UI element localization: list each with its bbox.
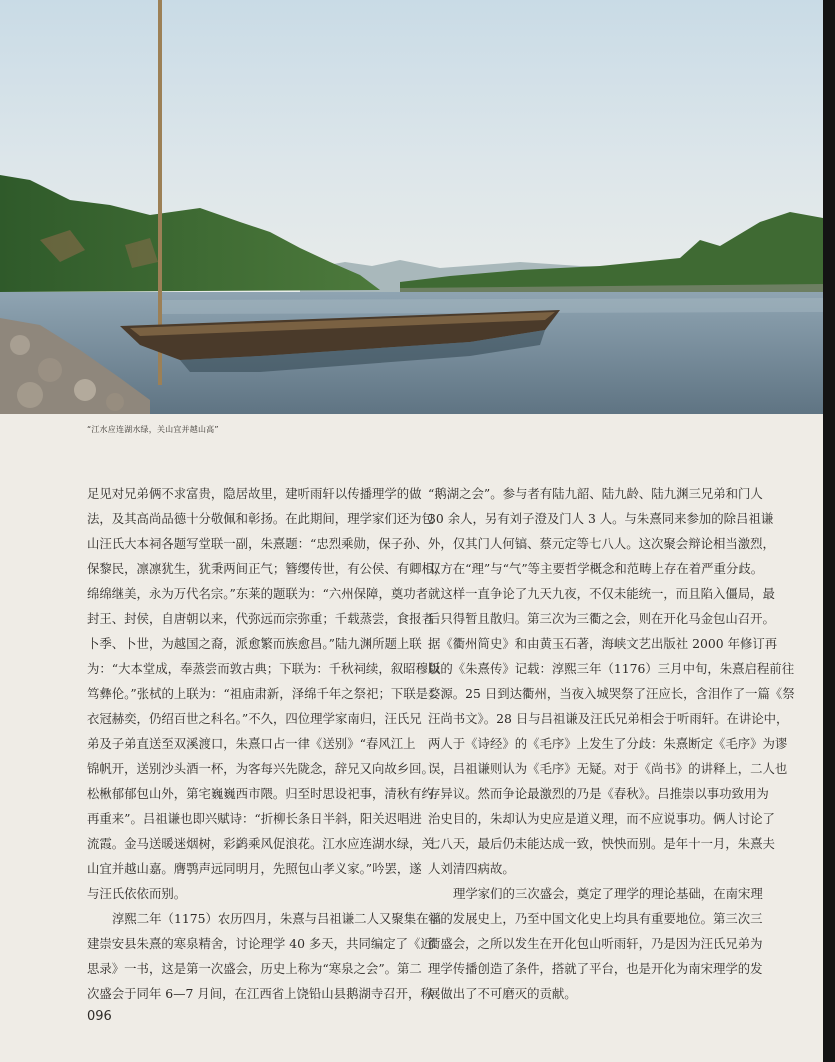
text-line: 与汪氏依依而别。 <box>87 886 187 901</box>
left-text-column <box>87 481 447 1006</box>
text-line: 次盛会于同年 6—7 月间，在江西省上饶铅山县鹅湖寺召开，称 <box>87 986 433 1001</box>
text-line: 流霞。金马送暖迷烟树，彩鹢乘风促浪花。江水应连湖水绿，关 <box>87 836 434 851</box>
text-line: 卜季、卜世，为越国之裔，派愈繁而族愈昌。”陆九渊所题上联 <box>87 636 422 651</box>
text-line: 山宜并越山嘉。膺鹗声远同明月，先照包山孝义家。”吟罢，遂 <box>87 861 422 876</box>
text-line: 汪尚书文》。28 日与吕祖谦及汪氏兄弟相会于听雨轩。在讲论中， <box>428 711 789 726</box>
text-line: 松楸郁郁包山外，第宅巍巍西市隈。归至时思设祀事，清秋有约 <box>87 786 434 801</box>
text-line: 为：“大本堂成，奉蒸尝而敦古典；下联为：千秋祠续，叙昭穆以 <box>87 661 441 676</box>
text-line: 人刘清四病故。 <box>428 861 515 876</box>
text-line: 笃彝伦。”张栻的上联为：“祖庙肃新，泽绵千年之祭祀；下联是： <box>87 686 441 701</box>
text-line: 衢盛会，之所以发生在开化包山听雨轩，乃是因为汪氏兄弟为 <box>428 936 763 951</box>
text-line: 思录》一书，这是第一次盛会，历史上称为“寒泉之会”。第二 <box>87 961 422 976</box>
text-line: 再重来”。吕祖谦也即兴赋诗：“折柳长条日半斜，阳关迟唱进 <box>87 811 422 826</box>
text-line: 理学传播创造了条件，搭就了平台，也是开化为南宋理学的发 <box>428 961 763 976</box>
text-line: 双方在“理”与“气”等主要哲学概念和范畴上存在着严重分歧。 <box>428 561 764 576</box>
text-line: “鹅湖之会”。参与者有陆九韶、陆九龄、陆九渊三兄弟和门人 <box>428 486 763 501</box>
page-number: 096 <box>87 1009 112 1024</box>
page-edge-shadow <box>823 0 835 1062</box>
text-line: 婺源。25 日到达衢州，当夜入城哭祭了汪应长，含泪作了一篇《祭 <box>428 686 795 701</box>
text-line: 衣冠赫奕，仍绍百世之科名。”不久，四位理学家南归，汪氏兄 <box>87 711 422 726</box>
text-line: 版的《朱熹传》记载：淳熙三年（1176）三月中旬，朱熹启程前往 <box>428 661 795 676</box>
river-boat-photo <box>0 0 823 414</box>
text-line: 绵绵继美，永为万代名宗。”东莱的题联为：“六州保障，奠功者 <box>87 586 429 601</box>
text-line: 展做出了不可磨灭的贡献。 <box>428 986 577 1001</box>
text-line: 学的发展史上，乃至中国文化史上均具有重要地位。第三次三 <box>428 911 763 926</box>
text-line: 就这样一直争论了九天九夜，不仅未能统一，而且陷入僵局，最 <box>428 586 775 601</box>
text-line: 弟及子弟直送至双溪渡口，朱熹口占一律《送别》“春风江上 <box>87 736 416 751</box>
text-line: 外，仅其门人何镐、蔡元定等七八人。这次聚会辩论相当激烈， <box>428 536 775 551</box>
text-line: 法，及其高尚品德十分敬佩和彰扬。在此期间，理学家们还为包 <box>87 511 434 526</box>
text-line: 两人于《诗经》的《毛序》上发生了分歧：朱熹断定《毛序》为谬 <box>428 736 788 751</box>
text-line: 山汪氏大本祠各题写堂联一副，朱熹题：“忠烈乘勋，保子孙、 <box>87 536 428 551</box>
text-line: 锦帆开，送别沙头酒一杯，为客每兴先陇念，辞兄又向故乡回。 <box>87 761 434 776</box>
text-line: 七八天，最后仍未能达成一致，怏怏而别。是年十一月，朱熹夫 <box>428 836 775 851</box>
text-line: 保黎民，凛凛犹生，犹秉两间正气；簪缨传世，有公侯、有卿相， <box>87 561 447 576</box>
text-line: 30 余人，另有刘子澄及门人 3 人。与朱熹同来参加的除吕祖谦 <box>428 511 774 526</box>
paragraph-start-line: 理学家们的三次盛会，奠定了理学的理论基础，在南宋理 <box>453 886 763 901</box>
text-line: 建崇安县朱熹的寒泉精舍，讨论理学 40 多天，共同编定了《近 <box>87 936 433 951</box>
photo-caption: “江水应连湖水绿，关山宜并越山高” <box>87 425 219 434</box>
right-text-column <box>428 481 795 1006</box>
text-line: 治史目的，朱却认为史应是道义理，而不应说事功。俩人讨论了 <box>428 811 775 826</box>
text-line: 据《衢州简史》和由黄玉石著，海峡文艺出版社 2000 年修订再 <box>428 636 778 651</box>
text-line: 封王、封侯，自唐朝以来，代弥远而宗弥重；千载蒸尝，食报者 <box>87 611 434 626</box>
text-line: 误，吕祖谦则认为《毛序》无疑。对于《尚书》的讲释上，二人也 <box>428 761 788 776</box>
text-line: 足见对兄弟俩不求富贵，隐居故里，建听雨轩以传播理学的做 <box>87 486 422 501</box>
text-line: 存异议。然而争论最激烈的乃是《春秋》。吕推崇以事功致用为 <box>428 786 769 801</box>
text-line: 后只得暂且散归。第三次为三衢之会，则在开化马金包山召开。 <box>428 611 775 626</box>
paragraph-start-line: 淳熙二年（1175）农历四月，朱熹与吕祖谦二人又聚集在福 <box>112 911 441 926</box>
